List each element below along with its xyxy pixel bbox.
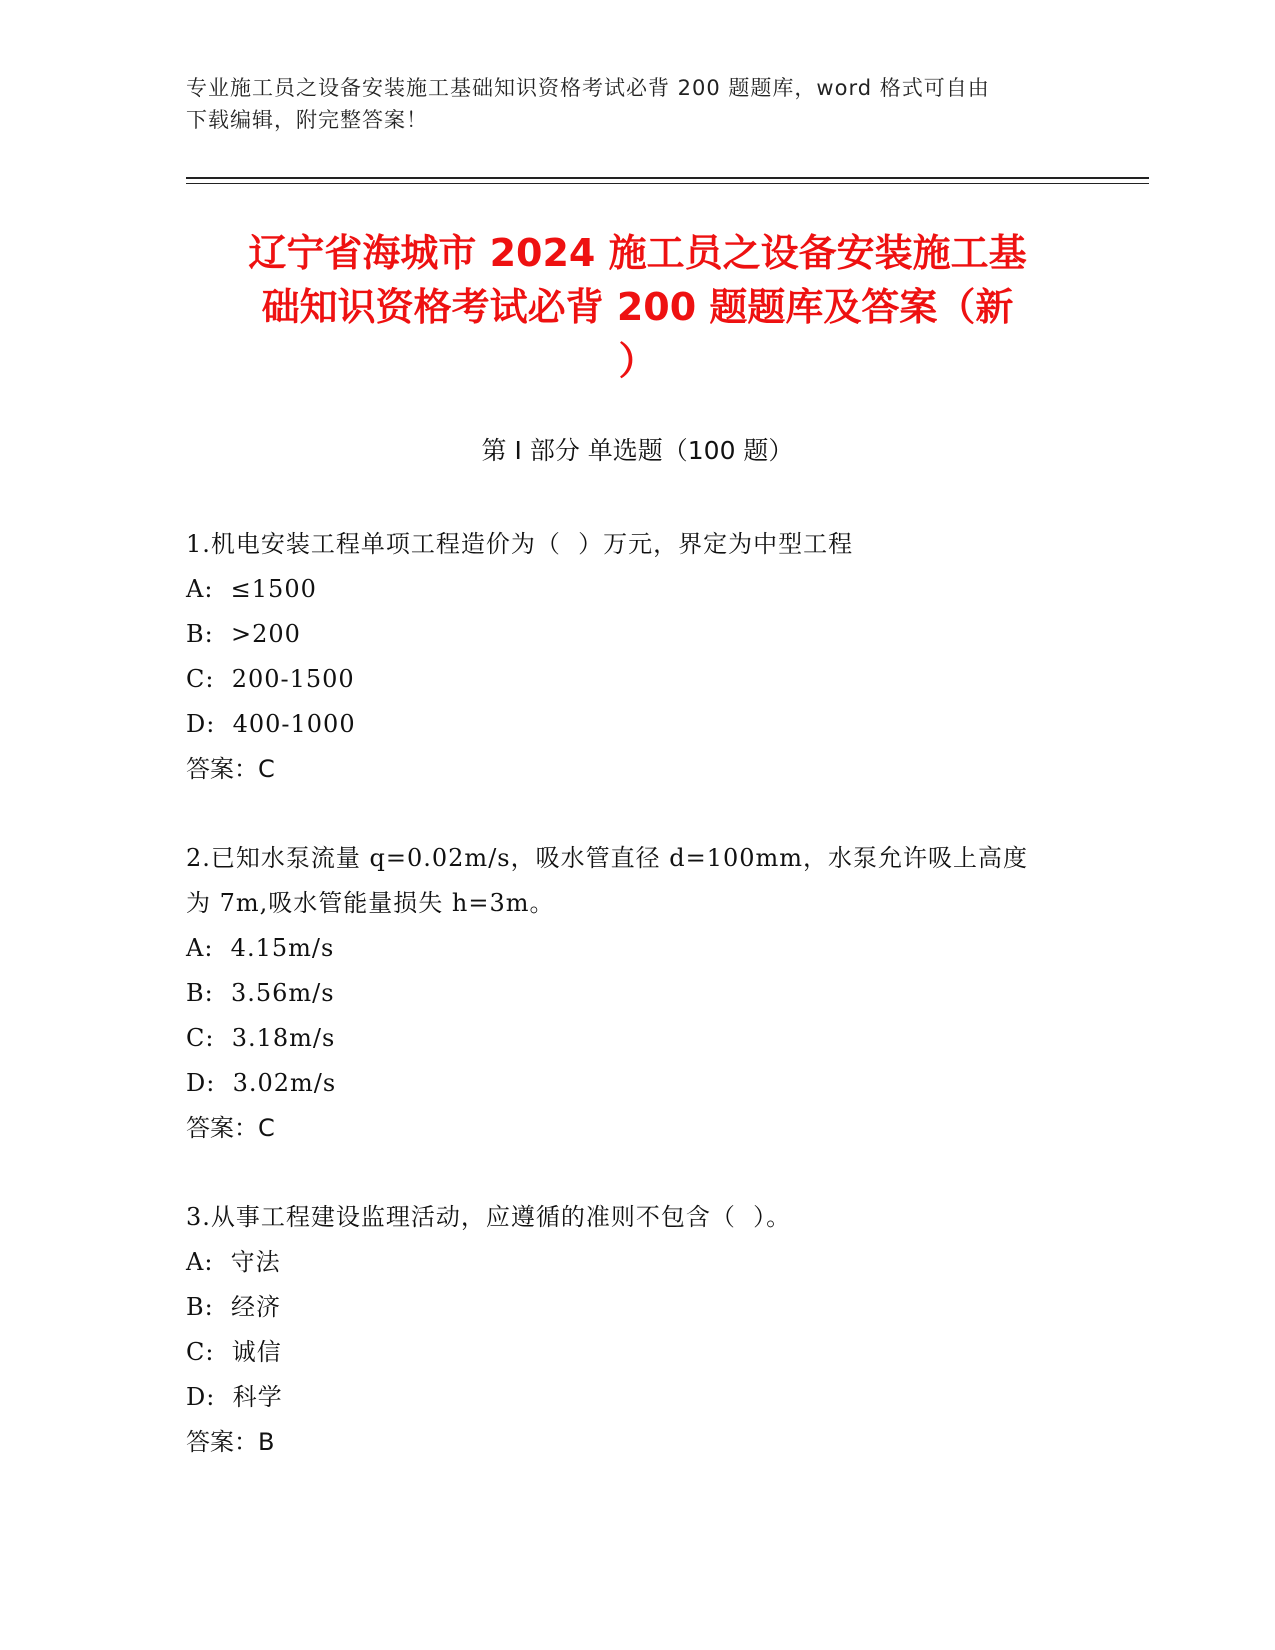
option-a: A: 守法 bbox=[186, 1248, 281, 1276]
header-divider-thick bbox=[186, 177, 1149, 179]
title-line-1: 辽宁省海城市 2024 施工员之设备安装施工基 bbox=[248, 231, 1027, 275]
option-d: D: 3.02m/s bbox=[186, 1069, 337, 1097]
question-list bbox=[186, 522, 1086, 1465]
title-line-3: ） bbox=[618, 339, 657, 383]
answer-line: 答案：C bbox=[186, 755, 275, 783]
title-line-2: 础知识资格考试必背 200 题题库及答案（新 bbox=[261, 285, 1014, 329]
option-c: C: 诚信 bbox=[186, 1338, 282, 1366]
option-b: B: >200 bbox=[186, 620, 301, 648]
question-gap bbox=[186, 1151, 1086, 1195]
header-note bbox=[186, 72, 1086, 136]
option-a: A: 4.15m/s bbox=[186, 934, 335, 962]
header-note-line-2: 下载编辑，附完整答案！ bbox=[186, 108, 428, 132]
option-b: B: 3.56m/s bbox=[186, 979, 335, 1007]
option-c: C: 3.18m/s bbox=[186, 1024, 336, 1052]
option-d: D: 科学 bbox=[186, 1383, 283, 1411]
question-2 bbox=[186, 836, 1086, 1151]
answer-line: 答案：C bbox=[186, 1114, 275, 1142]
question-gap bbox=[186, 792, 1086, 836]
question-stem: 1.机电安装工程单项工程造价为（ ）万元，界定为中型工程 bbox=[186, 530, 854, 558]
question-stem-line-2: 为 7m,吸水管能量损失 h=3m。 bbox=[186, 889, 555, 917]
option-c: C: 200-1500 bbox=[186, 665, 355, 693]
question-stem-line-1: 2.已知水泵流量 q=0.02m/s，吸水管直径 d=100mm，水泵允许吸上高度 bbox=[186, 844, 1029, 872]
header-note-line-1: 专业施工员之设备安装施工基础知识资格考试必背 200 题题库，word 格式可自由 bbox=[186, 76, 990, 100]
question-1 bbox=[186, 522, 1086, 792]
document-title bbox=[160, 226, 1115, 388]
option-d: D: 400-1000 bbox=[186, 710, 356, 738]
answer-line: 答案：B bbox=[186, 1428, 275, 1456]
question-stem: 3.从事工程建设监理活动，应遵循的准则不包含（ ）。 bbox=[186, 1203, 792, 1231]
header-divider-thin bbox=[186, 183, 1149, 184]
option-b: B: 经济 bbox=[186, 1293, 281, 1321]
section-heading: 第 I 部分 单选题（100 题） bbox=[481, 436, 794, 465]
option-a: A: ≤1500 bbox=[186, 575, 317, 603]
question-3 bbox=[186, 1195, 1086, 1465]
